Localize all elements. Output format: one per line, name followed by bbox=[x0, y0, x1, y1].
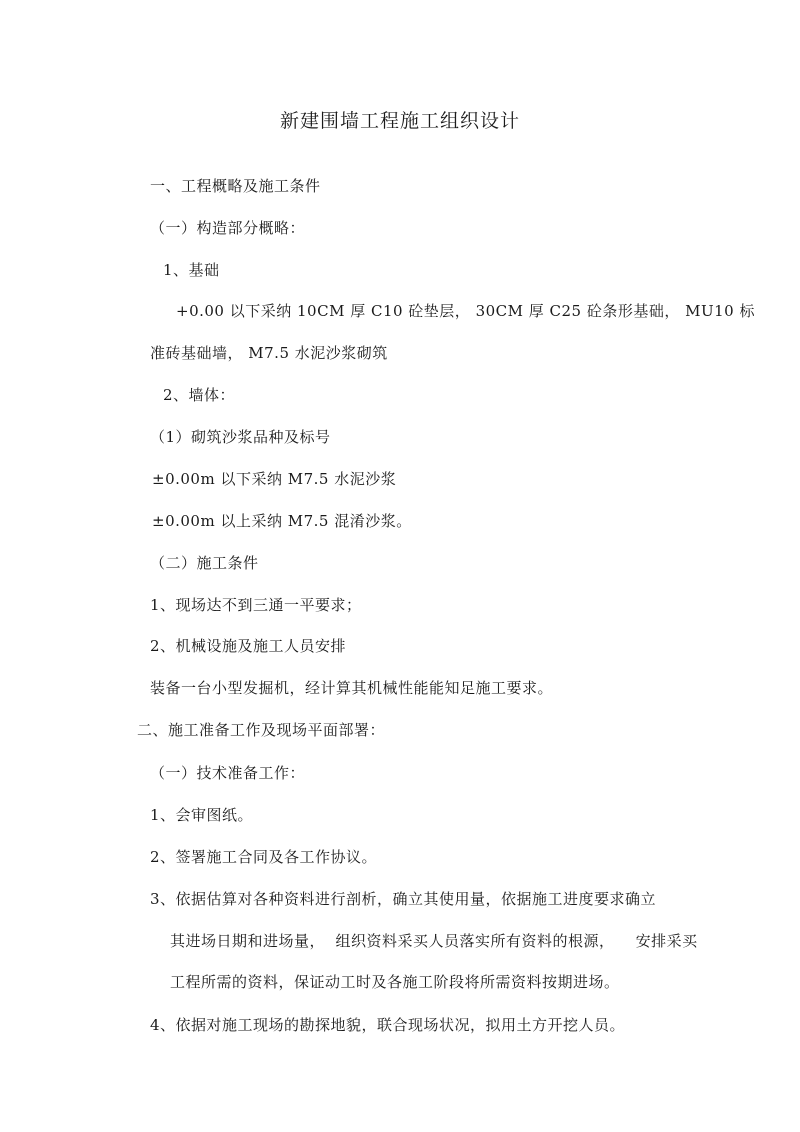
document-title: 新建围墙工程施工组织设计 bbox=[279, 110, 520, 132]
item-materials-line-1: 3、依据估算对各种资料进行剖析，确立其使用量，依据施工进度要求确立 bbox=[150, 890, 657, 908]
item-foundation: 1、基础 bbox=[163, 261, 220, 279]
item-materials-line-3: 工程所需的资料，保证动工时及各施工阶段将所需资料按期进场。 bbox=[170, 973, 620, 991]
item-mortar-type: （1）砌筑沙浆品种及标号 bbox=[150, 428, 331, 446]
item-site-survey: 4、依据对施工现场的勘探地貌，联合现场状况，拟用土方开挖人员。 bbox=[150, 1016, 626, 1034]
section-heading-1: 一、工程概略及施工条件 bbox=[150, 177, 321, 195]
item-wall: 2、墙体： bbox=[163, 386, 236, 404]
subsection-heading-technical: （一）技术准备工作： bbox=[150, 764, 306, 782]
paragraph-mortar-below: ±0.00m 以下采纳 M7.5 水泥沙浆 bbox=[152, 470, 397, 488]
item-site-condition: 1、现场达不到三通一平要求； bbox=[150, 596, 362, 614]
subsection-heading-conditions: （二）施工条件 bbox=[150, 554, 259, 572]
item-review-drawings: 1、会审图纸。 bbox=[150, 806, 254, 824]
item-materials-line-2: 其进场日期和进场量， 组织资料采买人员落实所有资料的根源， 安排采买 bbox=[170, 932, 698, 950]
item-sign-contracts: 2、签署施工合同及各工作协议。 bbox=[150, 848, 378, 866]
paragraph-machinery: 装备一台小型发掘机，经计算其机械性能能知足施工要求。 bbox=[150, 679, 554, 697]
item-machinery: 2、机械设施及施工人员安排 bbox=[150, 637, 347, 655]
section-heading-2: 二、施工准备工作及现场平面部署： bbox=[137, 721, 386, 739]
paragraph-foundation-line-2: 准砖基础墙， M7.5 水泥沙浆砌筑 bbox=[150, 344, 388, 362]
paragraph-mortar-above: ±0.00m 以上采纳 M7.5 混淆沙浆。 bbox=[152, 512, 412, 530]
subsection-heading-structure: （一）构造部分概略： bbox=[150, 219, 306, 237]
paragraph-foundation-line-1: +0.00 以下采纳 10CM 厚 C10 砼垫层， 30CM 厚 C25 砼条形基础， MU10 标 bbox=[176, 302, 755, 320]
